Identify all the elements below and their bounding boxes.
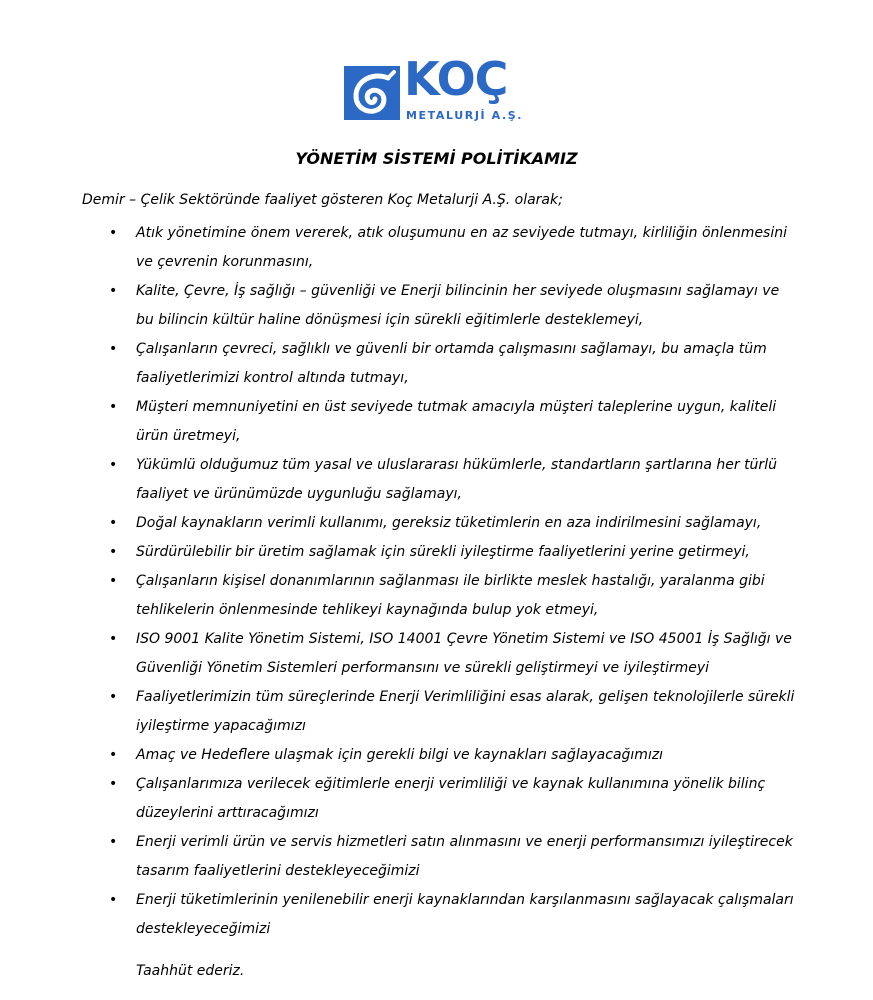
- policy-list-item: [0, 567, 796, 625]
- bullet-icon: •: [109, 689, 118, 705]
- policy-list-item: [0, 451, 796, 509]
- policy-item-text: Atık yönetimine önem vererek, atık oluşumunu en az seviyede tutmayı, kirliliğin önlenmesini ve çevrenin korunmasını,: [136, 225, 788, 270]
- policy-list-item: [0, 509, 796, 538]
- policy-item-text: Yükümlü olduğumuz tüm yasal ve uluslararası hükümlerle, standartların şartlarına her türlü faaliyet ve ürünümüzde uygunluğu sağlamayı,: [136, 457, 777, 502]
- policy-list: [0, 219, 796, 944]
- policy-item-text: Kalite, Çevre, İş sağlığı – güvenliği ve Enerji bilincinin her seviyede oluşmasını sağlamayı ve bu bilincin kültür haline dönüşmesi için sürekli eğitimlerle desteklemeyi,: [136, 283, 780, 328]
- bullet-icon: •: [109, 399, 118, 415]
- swirl-logo-icon: [344, 66, 400, 120]
- bullet-icon: •: [109, 573, 118, 589]
- logo-wordmark: KOÇ: [404, 52, 508, 106]
- policy-list-item: [0, 335, 796, 393]
- policy-item-text: Çalışanlarımıza verilecek eğitimlerle enerji verimliliği ve kaynak kullanımına yönelik bilinç düzeylerini arttıracağımızı: [136, 776, 766, 821]
- policy-item-text: Amaç ve Hedeflere ulaşmak için gerekli bilgi ve kaynakları sağlayacağımızı: [136, 747, 664, 763]
- bullet-icon: •: [109, 747, 118, 763]
- policy-item-text: Çalışanların kişisel donanımlarının sağlanması ile birlikte meslek hastalığı, yaralanma gibi tehlikelerin önlenmesinde tehlikeyi kaynağında bulup yok etmeyi,: [136, 573, 765, 618]
- bullet-icon: •: [109, 225, 118, 241]
- policy-item-text: Müşteri memnuniyetini en üst seviyede tutmak amacıyla müşteri taleplerine uygun, kaliteli ürün üretmeyi,: [136, 399, 777, 444]
- bullet-icon: •: [109, 341, 118, 357]
- bullet-icon: •: [109, 283, 118, 299]
- policy-list-item: [0, 393, 796, 451]
- closing-text: Taahhüt ederiz.: [136, 963, 245, 979]
- policy-list-item: [0, 277, 796, 335]
- policy-item-text: Doğal kaynakların verimli kullanımı, gereksiz tüketimlerin en aza indirilmesini sağlamayı,: [136, 515, 762, 531]
- policy-item-text: ISO 9001 Kalite Yönetim Sistemi, ISO 14001 Çevre Yönetim Sistemi ve ISO 45001 İş Sağlığı ve Güvenliği Yönetim Sistemleri performansını ve sürekli geliştirmeyi ve iyileştirmeyi: [136, 631, 792, 676]
- policy-list-item: [0, 219, 796, 277]
- policy-item-text: Enerji verimli ürün ve servis hizmetleri satın alınmasını ve enerji performansımızı iyileştirecek tasarım faaliyetlerini destekleyeceğimizi: [136, 834, 793, 879]
- policy-item-text: Faaliyetlerimizin tüm süreçlerinde Enerji Verimliliğini esas alarak, gelişen teknolojilerle sürekli iyileştirme yapacağımızı: [136, 689, 795, 734]
- logo-subtitle: METALURJİ A.Ş.: [406, 109, 524, 122]
- policy-list-item: [0, 625, 796, 683]
- intro-text: Demir – Çelik Sektöründe faaliyet gösteren Koç Metalurji A.Ş. olarak;: [82, 192, 563, 208]
- policy-list-item: [0, 770, 796, 828]
- policy-item-text: Sürdürülebilir bir üretim sağlamak için sürekli iyileştirme faaliyetlerini yerine getirmeyi,: [136, 544, 750, 560]
- bullet-icon: •: [109, 457, 118, 473]
- bullet-icon: •: [109, 776, 118, 792]
- policy-item-text: Çalışanların çevreci, sağlıklı ve güvenli bir ortamda çalışmasını sağlamayı, bu amaçla tüm faaliyetlerimizi kontrol altında tutmayı,: [136, 341, 767, 386]
- bullet-icon: •: [109, 631, 118, 647]
- policy-list-item: [0, 683, 796, 741]
- bullet-icon: •: [109, 834, 118, 850]
- policy-list-item: [0, 741, 796, 770]
- company-logo: [344, 52, 524, 124]
- policy-list-item: [0, 886, 796, 944]
- policy-item-text: Enerji tüketimlerinin yenilenebilir enerji kaynaklarından karşılanmasını sağlayacak çalışmaları destekleyeceğimizi: [136, 892, 794, 937]
- bullet-icon: •: [109, 892, 118, 908]
- policy-list-item: [0, 828, 796, 886]
- page-title: YÖNETİM SİSTEMİ POLİTİKAMIZ: [295, 149, 578, 168]
- bullet-icon: •: [109, 544, 118, 560]
- policy-list-item: [0, 538, 796, 567]
- bullet-icon: •: [109, 515, 118, 531]
